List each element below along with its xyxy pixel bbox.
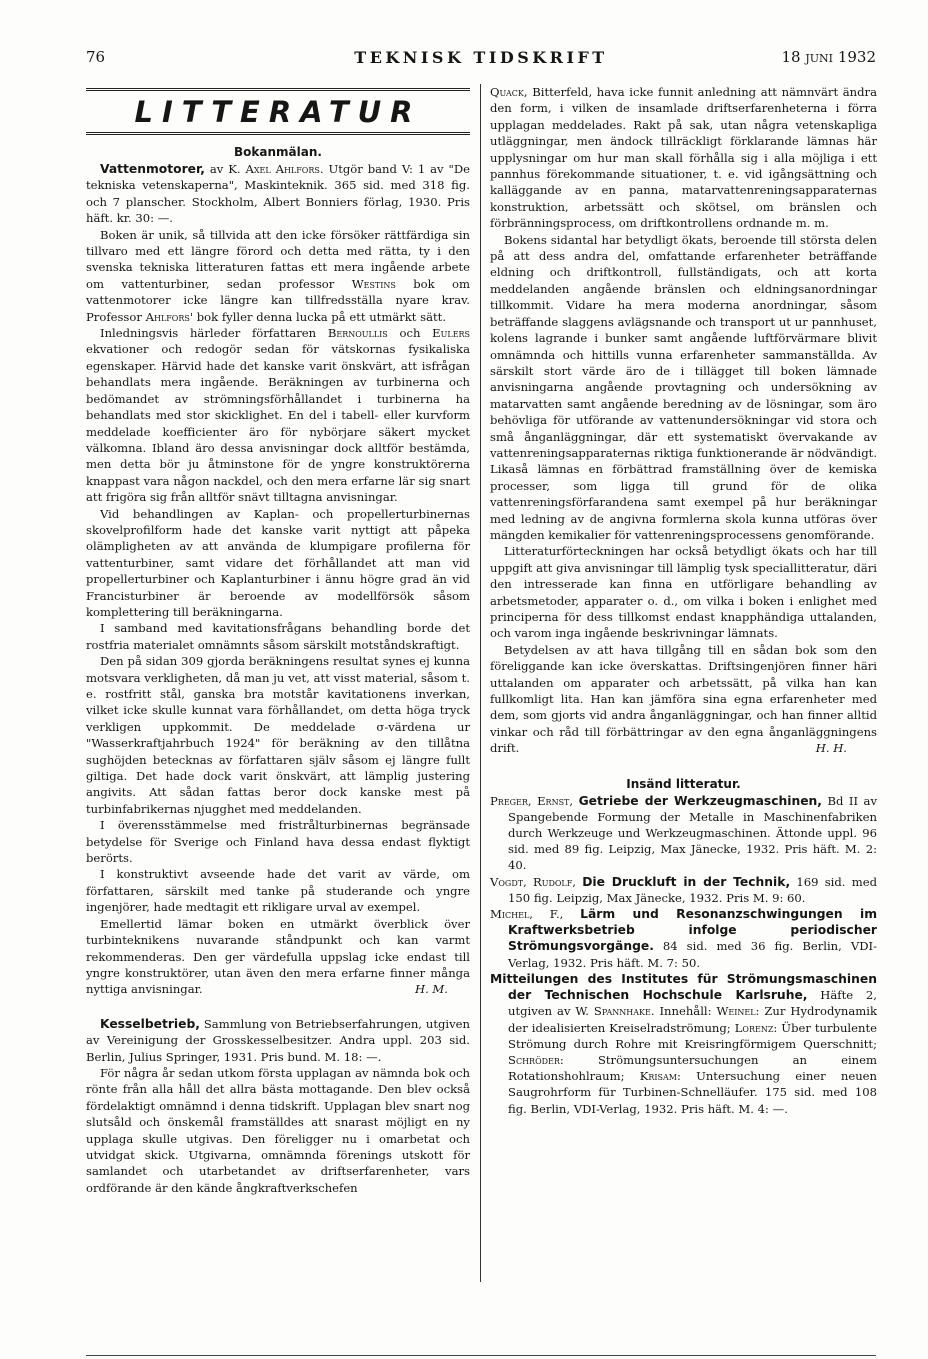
insand-entry: Preger, Ernst, Getriebe der Werkzeugmaschinen, Bd II av Spangebende Formung der Metalle in Maschinenfabriken durch Werkzeuge und Werkzeugmaschinen. Ättonde uppl. 96 sid. med 89 fig. Leipzig, Max Jänecke, 1932. Pris häft. M. 2: 40.: [490, 793, 877, 873]
review1-paragraph: I överensstämmelse med fristrålturbinernas begränsade betydelse för Sverige och Finland hava dessa endast flyktigt berörts.: [86, 818, 470, 866]
review2-paragraph-start: För några år sedan utkom första upplagan av nämnda bok och rönte från alla håll det allra bästa mottagande. Den blev också fördelaktigt omnämnd i denna tidskrift. Upplagan blev snart nog slutsåld och önskemål framställdes att snarast möjligt en ny upplaga skulle utgivas. Den föreligger nu i omarbetat och utvidgat skick. Utgivarna, omnämnda förenings utskott för samlandet och utarbetandet av driftserfarenheter, vars ordförande är den kände ångkraftverkschefen: [86, 1065, 470, 1195]
page-bottom-rule: [86, 1355, 876, 1356]
review2-biblio: Kesselbetrieb, Sammlung von Betriebserfahrungen, utgiven av Vereinigung der Grosskesselbesitzer. Andra uppl. 203 sid. Berlin, Julius Springer, 1931. Pris bund. M. 18: —.: [86, 1016, 470, 1064]
review2-paragraph: Bokens sidantal har betydligt ökats, beroende till största delen på att dess andra del, omfattande erfarenheter beträffande eldning och driftkontroll, fullständigats, och att korta meddelanden angående bränslen och eldningsanordningar tillkommit. Vidare ha mera moderna anordningar, såsom beträffande slaggens avlägsnande och transport ut ur pannhuset, kolens lagrande i bunker samt angående luftförvärmare blivit omnämnda och hittills vunna erfarenheter sammanställda. Av särskilt stort värde äro de i tillägget till boken lämnade anvisningarna angående provtagning och undersökning av matarvatten samt angående beredning av de lösningar, som äro behövliga för utförande av vattenundersökningar vid stora och små ånganläggningar, där ett systematiskt övervakande av vattenreningsapparaternas riktiga funktionerande är nödvändigt. Likaså lämnas en förbättrad framställning över de kemiska processer, som ligga till grund för de olika vattenreningsförfarandena samt exempel på hur beräkningar med ledning av de angivna formlerna skola kunna utföras över mängden kemikalier för vattenreningsprocessens genomförande.: [490, 232, 877, 542]
review1-biblio: Vattenmotorer, av K. Axel Ahlfors. Utgör band V: 1 av "De tekniska vetenskaperna", Maskinteknik. 365 sid. med 318 fig. och 7 planscher. Stockholm, Albert Bonniers förlag, 1930. Pris häft. kr. 30: —.: [86, 162, 470, 226]
column-divider: [480, 84, 481, 1282]
section-title: LITTERATUR: [134, 95, 422, 129]
right-column: [490, 84, 877, 1117]
review1-paragraph: Boken är unik, så tillvida att den icke försöker rättfärdiga sin tillvaro med ett längre förord och detta med rätta, ty i den svenska tekniska litteraturen fattas ett mera ingående arbete om vattenturbiner, sedan professor Westins bok om vattenmotorer icke längre kan tillfredsställa nyare krav. Professor Ahlfors' bok fyller denna lucka på ett utmärkt sätt.: [86, 227, 471, 324]
review2-signature: H. H.: [815, 741, 847, 756]
review1-signature: H. M.: [414, 982, 448, 997]
left-column: [86, 88, 470, 1196]
bokanmalan-heading: Bokanmälan.: [234, 145, 322, 159]
review1-paragraph: Den på sidan 309 gjorda beräkningens resultat synes ej kunna motsvara verkligheten, då man ju vet, att visst material, såsom t. e. rostfritt stål, ganska bra motstår kavitationens inverkan, vilket icke skulle kunnat vara förhållandet, om detta höga tryck verkligen uppkommit. De meddelade σ-värdena ur "Wasserkraftjahrbuch 1924" för beräkning av den tillåtna sughöjden betecknas av författaren själv såsom ej längre fullt giltiga. Det hade dock varit önskvärt, att lämplig justering angivits. Att sådan fattas beror dock kanske mest på turbinfabrikernas njugghet med meddelanden.: [86, 654, 470, 816]
page-header: [86, 48, 876, 72]
review1-paragraph: Inledningsvis härleder författaren Bernoullis och Eulers ekvationer och redogör sedan för vätskornas fysikaliska egenskaper. Härvid hade det kanske varit önskvärt, att isfrågan behandlats mera ingående. Beräkningen av turbinerna och bedömandet av strömningsförhållandet i turbinerna ha behandlats med stor skicklighet. En del i tabell- eller kurvform meddelade koefficienter äro för nybörjare säkert mycket välkomna. Ibland äro dessa anvisningar dock alltför bestämda, men detta bör ju åtminstone för de yngre konstruktörerna knappast vara någon nackdel, och den mera erfarne lär sig snart att frigöra sig från alltför snävt tilltagna anvisningar.: [86, 326, 471, 505]
issue-date: 18 juni 1932: [781, 48, 876, 66]
insand-entry: Vogdt, Rudolf, Die Druckluft in der Technik, 169 sid. med 150 fig. Leipzig, Max Jänecke, 1932. Pris M. 9: 60.: [490, 874, 877, 905]
journal-title: TEKNISK TIDSKRIFT: [354, 48, 608, 67]
insand-heading: Insänd litteratur.: [626, 776, 741, 791]
title-rule-top: [86, 88, 470, 91]
review2-paragraph: Betydelsen av att hava tillgång till en sådan bok som den föreliggande kan icke överskattas. Driftsingenjören finner häri uttalanden om apparater och arbetssätt, på vilka han kan fullkomligt lita. Han kan jämföra sina egna erfarenheter med dem, som gjorts vid andra ånganläggningar, och han finner alltid vinkar och råd till förbättringar av den egna ånganläggningens drift. H. H.: [490, 642, 877, 756]
review1-paragraph: Vid behandlingen av Kaplan- och propellerturbinernas skovelprofilform hade det kanske varit nyttigt att påpeka olämpligheten av att använda de klumpigare profilerna för vattenturbiner, samt vidare det förhållandet att man vid propellerturbiner och Kaplanturbiner i ännu högre grad än vid Francisturbiner är beroende av modellförsök såsom komplettering till beräkningarna.: [86, 506, 470, 619]
review2-paragraph: Litteraturförteckningen har också betydligt ökats och har till uppgift att giva anvisningar till lämplig tysk speciallitteratur, däri den intresserade kan finna en utförligare behandling av arbetsmetoder, apparater o. d., om vilka i boken i enlighet med principerna för dess tillkomst endast knapphändiga uttalanden, och varom inga ingående beskrivningar lämnats.: [490, 544, 877, 641]
review1-paragraph: Emellertid lämar boken en utmärkt överblick över turbinteknikens nuvarande ståndpunkt och kan varmt rekommenderas. Den ger värdefulla uppslag icke endast till yngre konstruktörer, utan även den mera erfarne finner många nyttiga anvisningar. H. M.: [86, 916, 470, 997]
title-rule-bottom: [86, 132, 470, 135]
insand-entry: Mitteilungen des Institutes für Strömungsmaschinen der Technischen Hochschule Karlsruhe, Häfte 2, utgiven av W. Spannhake. Innehåll: Weinel: Zur Hydrodynamik der idealisierten Kreiselradströmung; Lorenz: Über turbulente Strömung durch Rohre mit Kreisringförmigem Querschnitt; Schröder: Strömungsuntersuchungen an einem Rotationshohlraum; Krisam: Untersuchung einer neuen Saugrohrform für Turbinen-Schnelläufer. 175 sid. med 108 fig. Berlin, VDI-Verlag, 1932. Pris häft. M. 4: —.: [490, 971, 878, 1116]
page-number: 76: [86, 48, 106, 66]
review2-paragraph-cont: Quack, Bitterfeld, hava icke funnit anledning att nämnvärt ändra den form, i vilken de insamlade driftserfarenheterna i förra upplagan meddelades. Rakt på sak, utan några vetenskapliga utläggningar, men ändock tillräckligt förklarande lämnas här upplysningar om hur man skall förhålla sig i alla möjliga i ett pannhus förekommande situationer, t. e. vid igångsättning och kalläggande av en panna, matarvattenreningsapparaternas konstruktion, arbetssätt och skötsel, om bränslen och förbränningsprocess, om driftkontrollens ordnande m. m.: [490, 85, 877, 231]
review1-paragraph: I konstruktivt avseende hade det varit av värde, om författaren, särskilt med tanke på studerande och yngre ingenjörer, hade medtagit ett rikligare urval av exempel.: [86, 867, 470, 915]
review1-paragraph: I samband med kavitationsfrågans behandling borde det rostfria materialet omnämnts såsom särskilt motståndskraftigt.: [86, 621, 470, 652]
insand-entry: Michel, F., Lärm und Resonanzschwingungen im Kraftwerksbetrieb infolge periodischer Strömungsvorgänge. 84 sid. med 36 fig. Berlin, VDI-Verlag, 1932. Pris häft. M. 7: 50.: [490, 907, 878, 970]
